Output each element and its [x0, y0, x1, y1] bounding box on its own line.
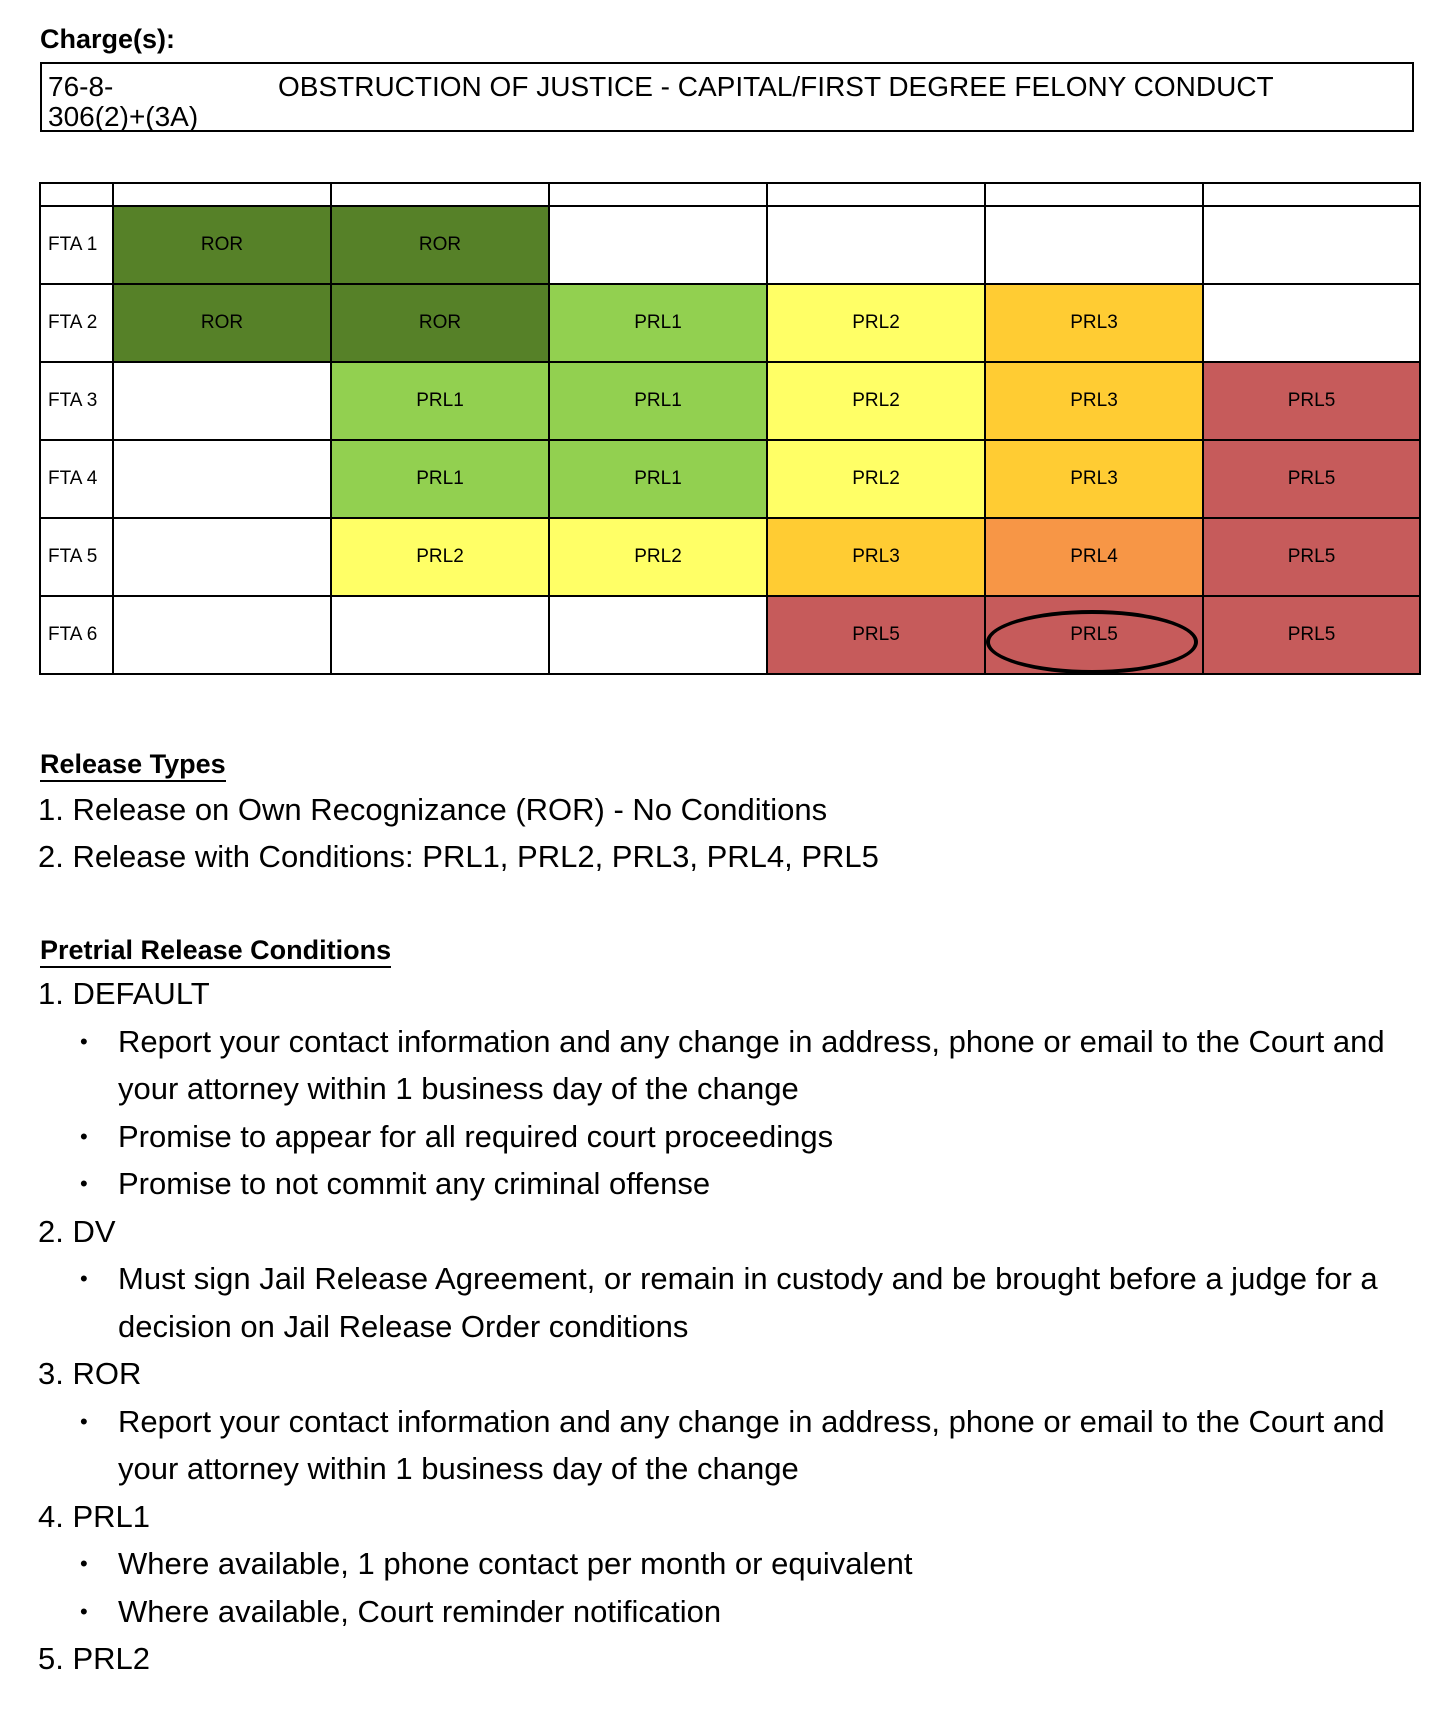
matrix-header-cell [549, 183, 767, 206]
condition-bullet-text: Report your contact information and any change in address, phone or email to the Court and [118, 1403, 1385, 1439]
matrix-cell [1203, 284, 1420, 362]
condition-bullet-text: your attorney within 1 business day of the change [118, 1071, 799, 1106]
condition-heading: 4. PRL1 [38, 1498, 151, 1534]
matrix-header-cell [331, 183, 549, 206]
matrix-row [40, 596, 1420, 674]
condition-heading: 2. DV [38, 1213, 116, 1249]
charge-box [40, 62, 1414, 132]
matrix-cell: PRL3 [985, 362, 1203, 440]
matrix-cell [113, 362, 331, 440]
matrix-cell [549, 596, 767, 674]
matrix-cell: PRL2 [767, 440, 985, 518]
condition-bullet-text: Promise to not commit any criminal offense [118, 1166, 711, 1201]
matrix-header-cell [985, 183, 1203, 206]
matrix-cell [113, 596, 331, 674]
matrix-row [40, 440, 1420, 518]
matrix-cell: PRL5 [1203, 596, 1420, 674]
charge-code [48, 72, 248, 132]
matrix-row [40, 362, 1420, 440]
bullet-icon: • [80, 1171, 88, 1196]
condition-bullet-text: Must sign Jail Release Agreement, or remain in custody and be brought before a judge for a [118, 1261, 1378, 1296]
release-type-item: 1. Release on Own Recognizance (ROR) - No Conditions [38, 792, 828, 827]
charge-code-line2: 306(2)+(3A) [48, 101, 199, 132]
condition-bullet-text: your attorney within 1 business day of the change [118, 1451, 799, 1486]
matrix-cell: ROR [331, 206, 549, 284]
bullet-icon: • [80, 1598, 88, 1624]
matrix-cell: PRL3 [985, 284, 1203, 362]
charge-description: OBSTRUCTION OF JUSTICE - CAPITAL/FIRST DEGREE FELONY CONDUCT [278, 71, 1274, 102]
matrix-cell [985, 206, 1203, 284]
bullet-icon: • [80, 1408, 88, 1434]
matrix-cell [767, 206, 985, 284]
matrix-row-label: FTA 5 [40, 518, 113, 596]
matrix-row-label: FTA 1 [40, 206, 113, 284]
bullet-icon: • [80, 1266, 88, 1291]
matrix-cell [113, 440, 331, 518]
release-type-item: 2. Release with Conditions: PRL1, PRL2, PRL3, PRL4, PRL5 [38, 839, 879, 874]
matrix-header-cell [1203, 183, 1420, 206]
matrix-cell: PRL5 [767, 596, 985, 674]
charges-label: Charge(s): [40, 24, 176, 54]
matrix-cell: PRL1 [549, 440, 767, 518]
matrix-header-cell [113, 183, 331, 206]
matrix-cell: PRL5 [1203, 440, 1420, 518]
condition-heading: 1. DEFAULT [38, 976, 210, 1011]
conditions-title: Pretrial Release Conditions [40, 934, 391, 968]
matrix-cell [113, 518, 331, 596]
matrix-header-cell [40, 183, 113, 206]
matrix-cell: PRL2 [767, 284, 985, 362]
condition-heading: 3. ROR [38, 1356, 142, 1391]
matrix-cell: PRL2 [331, 518, 549, 596]
matrix-header-row [40, 183, 1420, 206]
matrix-cell [331, 596, 549, 674]
matrix-row-label: FTA 2 [40, 284, 113, 362]
matrix-cell: ROR [113, 206, 331, 284]
charge-code-line1: 76-8- [48, 71, 114, 102]
condition-heading: 5. PRL2 [38, 1641, 151, 1676]
bullet-icon: • [80, 1123, 88, 1149]
matrix-cell: PRL1 [549, 362, 767, 440]
matrix-cell: PRL4 [985, 518, 1203, 596]
matrix-row-label: FTA 3 [40, 362, 113, 440]
condition-bullet-text: Where available, Court reminder notification [118, 1593, 722, 1629]
matrix-cell: PRL2 [549, 518, 767, 596]
bullet-icon: • [80, 1028, 88, 1054]
condition-bullet-text: Promise to appear for all required court proceedings [118, 1118, 834, 1154]
condition-bullet-text: decision on Jail Release Order conditions [118, 1308, 689, 1344]
release-types-title: Release Types [40, 748, 226, 782]
condition-bullet-text: Report your contact information and any change in address, phone or email to the Court and [118, 1023, 1385, 1059]
matrix-row-label: FTA 4 [40, 440, 113, 518]
matrix-row [40, 206, 1420, 284]
matrix-row-label: FTA 6 [40, 596, 113, 674]
matrix-cell: PRL5 [985, 596, 1203, 674]
matrix-cell: PRL1 [549, 284, 767, 362]
matrix-row [40, 284, 1420, 362]
matrix-cell: ROR [113, 284, 331, 362]
matrix-cell: PRL1 [331, 440, 549, 518]
matrix-cell: PRL3 [985, 440, 1203, 518]
matrix-cell: PRL2 [767, 362, 985, 440]
condition-bullet-text: Where available, 1 phone contact per month or equivalent [118, 1546, 913, 1581]
matrix-row [40, 518, 1420, 596]
matrix-header-cell [767, 183, 985, 206]
matrix-cell: PRL5 [1203, 362, 1420, 440]
bullet-icon: • [80, 1551, 88, 1576]
matrix-cell: PRL5 [1203, 518, 1420, 596]
matrix-cell [549, 206, 767, 284]
matrix-cell: PRL3 [767, 518, 985, 596]
matrix-cell [1203, 206, 1420, 284]
matrix-cell: PRL1 [331, 362, 549, 440]
matrix-cell: ROR [331, 284, 549, 362]
release-matrix [39, 182, 1421, 675]
